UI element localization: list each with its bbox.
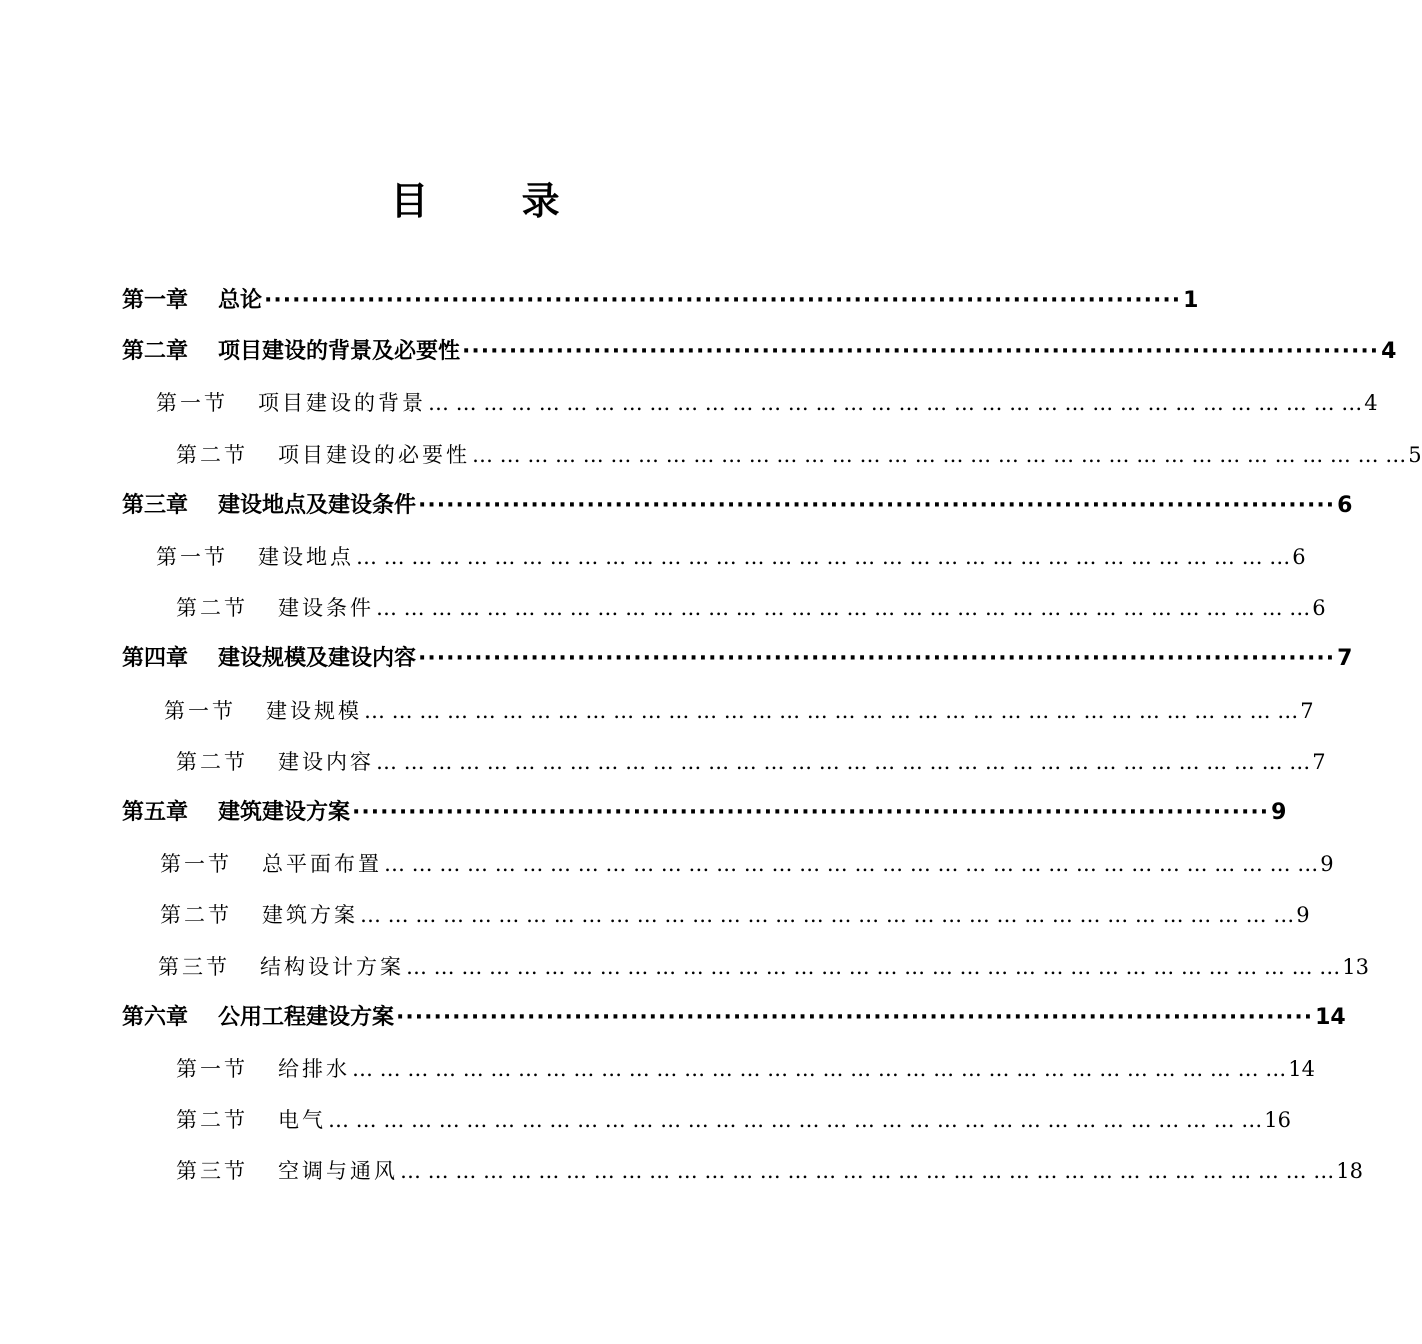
page-number: 14 <box>1288 1057 1316 1081</box>
chapter-title: 建设地点及建设条件 <box>218 493 417 518</box>
page-number: 18 <box>1336 1159 1364 1183</box>
dot-leader: ·································································································· <box>418 493 1336 518</box>
dot-leader: ·································································································· <box>264 288 1182 313</box>
dot-leader: ·································································································· <box>352 800 1270 825</box>
section-number: 第二节 <box>176 750 248 774</box>
section-title: 空调与通风 <box>278 1159 398 1183</box>
chapter-number: 第一章 <box>122 288 189 313</box>
section-title: 项目建设的背景 <box>258 391 426 415</box>
toc-section-6-1[interactable] <box>176 1044 1316 1094</box>
toc-section-3-2[interactable] <box>176 583 1326 633</box>
section-number: 第二节 <box>176 1108 248 1132</box>
section-number: 第二节 <box>176 443 248 467</box>
dot-leader: … … … … … … … … … … … … … … … … … … … … … … … … … … … … … … … … … … <box>406 955 1341 979</box>
page-number: 7 <box>1300 699 1314 723</box>
toc-section-6-3[interactable] <box>176 1146 1364 1196</box>
toc-section-4-2[interactable] <box>176 737 1326 787</box>
section-title: 结构设计方案 <box>260 955 404 979</box>
page-number: 9 <box>1271 800 1287 825</box>
page-title: 目 录 <box>390 179 600 223</box>
dot-leader: … … … … … … … … … … … … … … … … … … … … … … … … … … … … … … … … … … <box>400 1159 1335 1183</box>
toc-chapter-3[interactable] <box>122 481 1353 531</box>
toc-section-4-1[interactable] <box>164 686 1314 736</box>
page-number: 6 <box>1292 545 1306 569</box>
section-title: 建设内容 <box>278 750 374 774</box>
page-number: 9 <box>1296 903 1310 927</box>
page-number: 4 <box>1381 339 1397 364</box>
section-title: 总平面布置 <box>262 852 382 876</box>
dot-leader: … … … … … … … … … … … … … … … … … … … … … … … … … … … … … … … … … … <box>356 545 1291 569</box>
toc-chapter-1[interactable] <box>122 276 1199 326</box>
page-number: 14 <box>1315 1005 1346 1030</box>
page-number: 13 <box>1342 955 1370 979</box>
page-number: 6 <box>1337 493 1353 518</box>
chapter-title: 公用工程建设方案 <box>218 1005 395 1030</box>
chapter-number: 第三章 <box>122 493 189 518</box>
page-number: 4 <box>1364 391 1378 415</box>
chapter-title: 建筑建设方案 <box>218 800 351 825</box>
toc-chapter-4[interactable] <box>122 634 1353 684</box>
section-number: 第一节 <box>156 391 228 415</box>
section-title: 建设地点 <box>258 545 354 569</box>
section-title: 建设条件 <box>278 596 374 620</box>
section-number: 第三节 <box>158 955 230 979</box>
page-number: 7 <box>1312 750 1326 774</box>
page-number: 16 <box>1264 1108 1292 1132</box>
dot-leader: … … … … … … … … … … … … … … … … … … … … … … … … … … … … … … … … … … <box>360 903 1295 927</box>
section-number: 第三节 <box>176 1159 248 1183</box>
dot-leader: … … … … … … … … … … … … … … … … … … … … … … … … … … … … … … … … … … <box>352 1057 1287 1081</box>
section-title: 建设规模 <box>266 699 362 723</box>
section-title: 给排水 <box>278 1057 350 1081</box>
dot-leader: ·································································································· <box>396 1005 1314 1030</box>
dot-leader: ·································································································· <box>462 339 1380 364</box>
toc-chapter-5[interactable] <box>122 788 1287 838</box>
chapter-number: 第四章 <box>122 646 189 671</box>
section-number: 第二节 <box>160 903 232 927</box>
chapter-number: 第五章 <box>122 800 189 825</box>
chapter-title: 项目建设的背景及必要性 <box>218 339 461 364</box>
toc-section-2-1[interactable] <box>156 378 1378 428</box>
toc-section-5-3[interactable] <box>158 942 1370 992</box>
toc-chapter-6[interactable] <box>122 993 1346 1043</box>
page-number: 1 <box>1183 288 1199 313</box>
section-number: 第一节 <box>164 699 236 723</box>
section-title: 建筑方案 <box>262 903 358 927</box>
dot-leader: … … … … … … … … … … … … … … … … … … … … … … … … … … … … … … … … … … <box>328 1108 1263 1132</box>
chapter-title: 建设规模及建设内容 <box>218 646 417 671</box>
page-number: 5 <box>1408 443 1422 467</box>
dot-leader: … … … … … … … … … … … … … … … … … … … … … … … … … … … … … … … … … … <box>428 391 1363 415</box>
dot-leader: … … … … … … … … … … … … … … … … … … … … … … … … … … … … … … … … … … <box>376 750 1311 774</box>
section-number: 第二节 <box>176 596 248 620</box>
chapter-number: 第二章 <box>122 339 189 364</box>
toc-chapter-2[interactable] <box>122 327 1397 377</box>
section-title: 电气 <box>278 1108 326 1132</box>
toc-section-6-2[interactable] <box>176 1095 1292 1145</box>
dot-leader: … … … … … … … … … … … … … … … … … … … … … … … … … … … … … … … … … … <box>384 852 1319 876</box>
toc-section-5-1[interactable] <box>160 839 1334 889</box>
chapter-title: 总论 <box>218 288 263 313</box>
section-number: 第一节 <box>160 852 232 876</box>
section-number: 第一节 <box>156 545 228 569</box>
page-number: 7 <box>1337 646 1353 671</box>
dot-leader: ·································································································· <box>418 646 1336 671</box>
toc-section-5-2[interactable] <box>160 890 1310 940</box>
toc-section-3-1[interactable] <box>156 532 1306 582</box>
section-title: 项目建设的必要性 <box>278 443 470 467</box>
chapter-number: 第六章 <box>122 1005 189 1030</box>
page-number: 9 <box>1320 852 1334 876</box>
section-number: 第一节 <box>176 1057 248 1081</box>
page-number: 6 <box>1312 596 1326 620</box>
dot-leader: … … … … … … … … … … … … … … … … … … … … … … … … … … … … … … … … … … <box>376 596 1311 620</box>
dot-leader: … … … … … … … … … … … … … … … … … … … … … … … … … … … … … … … … … … <box>472 443 1407 467</box>
toc-section-2-2[interactable] <box>176 430 1422 480</box>
dot-leader: … … … … … … … … … … … … … … … … … … … … … … … … … … … … … … … … … … <box>364 699 1299 723</box>
